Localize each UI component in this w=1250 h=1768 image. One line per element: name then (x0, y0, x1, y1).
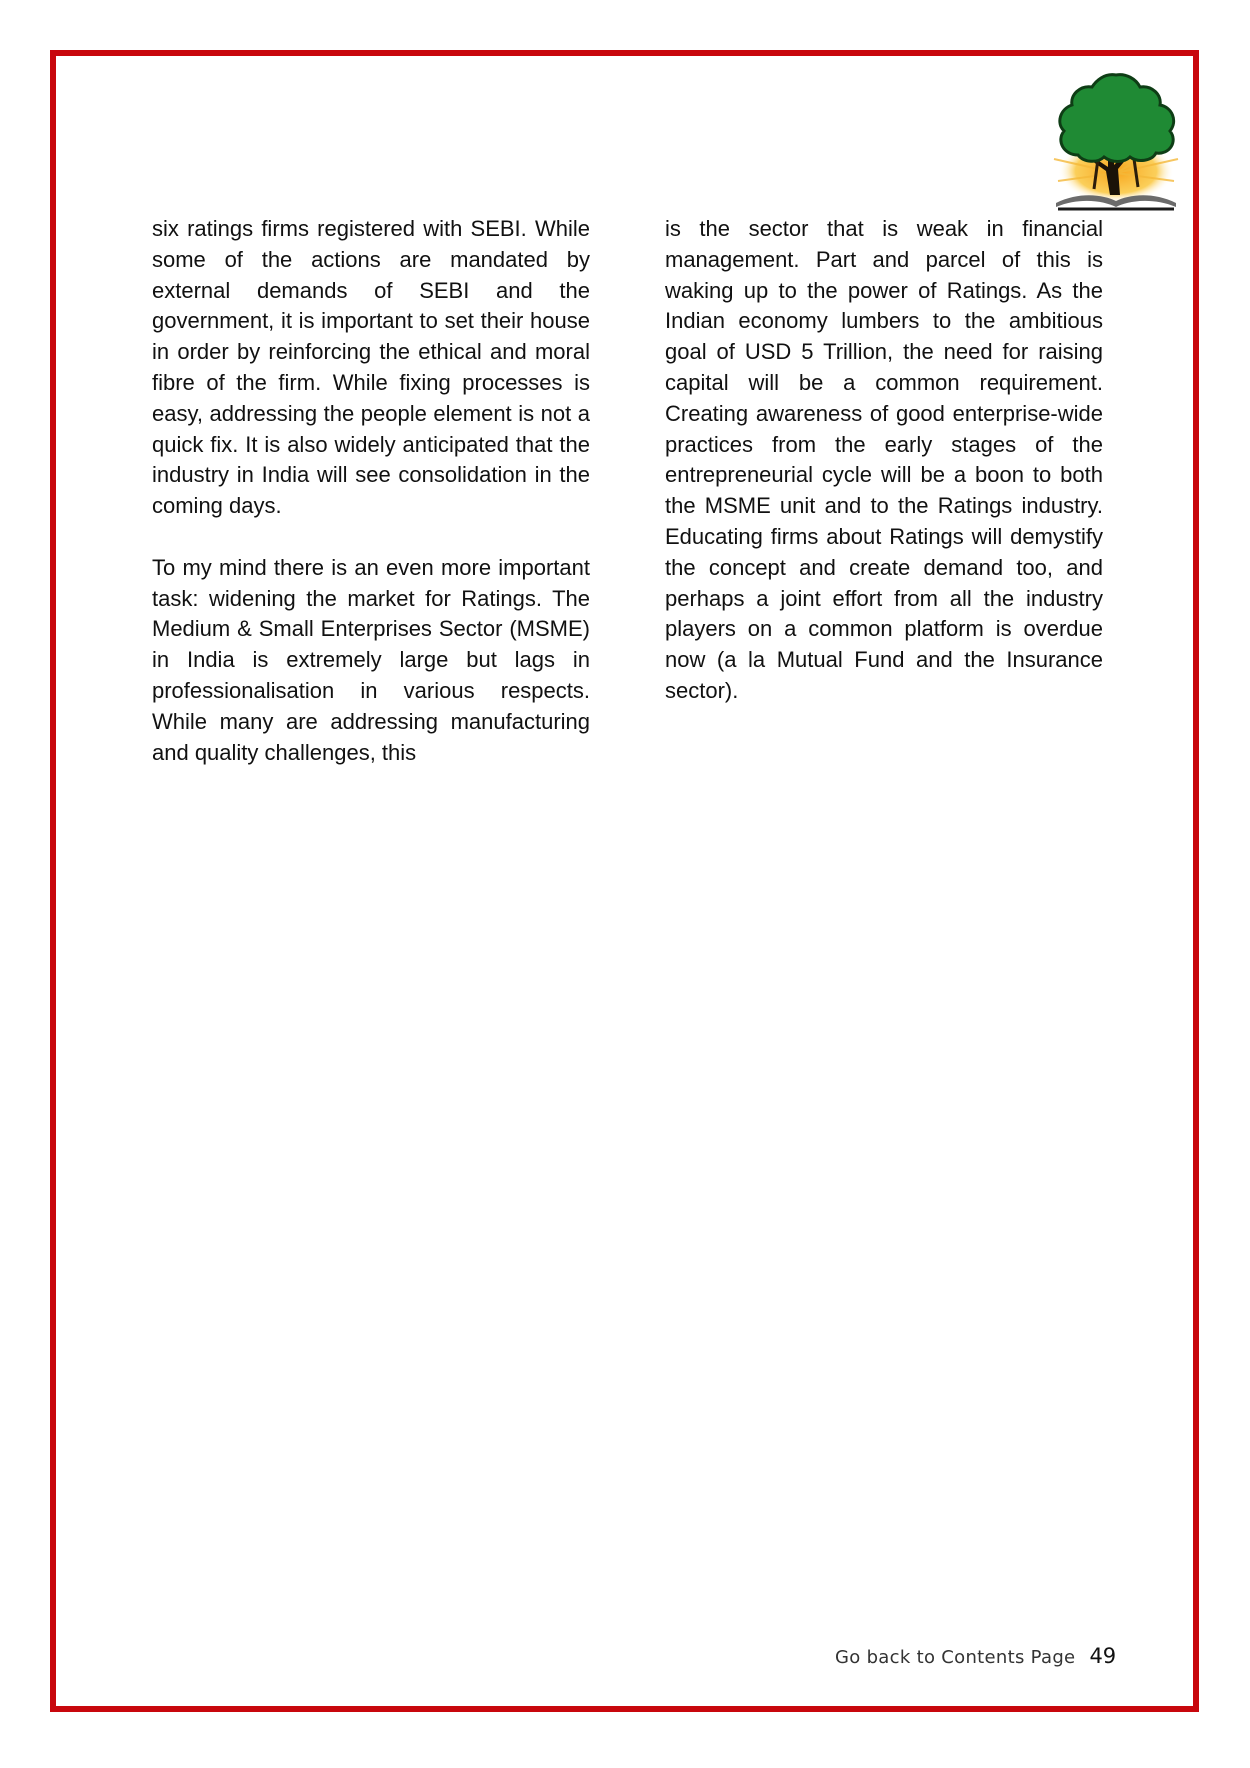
tree-book-logo-icon (1040, 63, 1192, 215)
paragraph: To my mind there is an even more important task: widening the market for Ratings. The Medium & Small Enterprises Sector (MSME) in India is extremely large but lags in professionalisation in various respects. While many are addressing manufacturing and quality challenges, this (152, 554, 590, 765)
page-footer (835, 1644, 1116, 1668)
left-text-column (152, 214, 590, 799)
paragraph: six ratings firms registered with SEBI. While some of the actions are mandated by external demands of SEBI and the government, it is important to set their house in order by reinforcing the ethical and moral fibre of the firm. While fixing processes is easy, addressing the people element is not a quick fix. It is also widely anticipated that the industry in India will see consolidation in the coming days. (152, 216, 590, 519)
page-number: 49 (1089, 1644, 1117, 1668)
right-text-column (665, 214, 1103, 738)
contents-page-link[interactable]: Go back to Contents Page (835, 1647, 1076, 1668)
paragraph: is the sector that is weak in financial management. Part and parcel of this is waking up to the power of Ratings. As the Indian economy lumbers to the ambitious goal of USD 5 Trillion, the need for raising capital will be a common requirement. Creating awareness of good enterprise-wide practices from the early stages of the entrepreneurial cycle will be a boon to both the MSME unit and to the Ratings industry. Educating firms about Ratings will demystify the concept and create demand too, and perhaps a joint effort from all the industry players on a common platform is overdue now (a la Mutual Fund and the Insurance sector). (665, 216, 1103, 703)
